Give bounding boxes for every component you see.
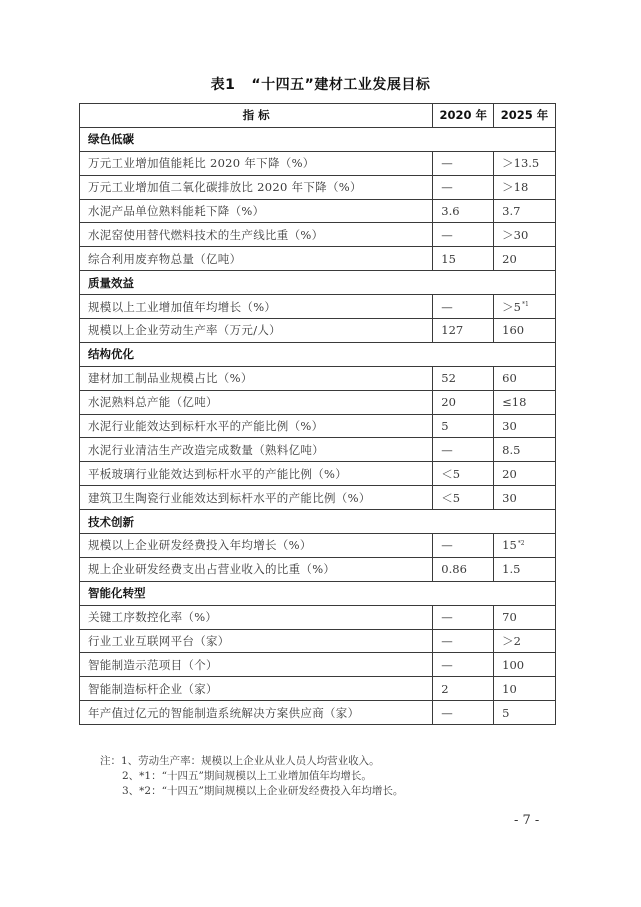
table-row	[80, 677, 556, 701]
value-2020-cell: —	[433, 629, 494, 653]
category-label: 结构优化	[80, 342, 556, 366]
value-2025-cell	[494, 653, 556, 677]
footnote-1: 注：1、劳动生产率：规模以上企业从业人员人均营业收入。	[100, 755, 380, 767]
value-2020-cell: —	[433, 223, 494, 247]
value-2020-cell: ＜5	[433, 462, 494, 486]
value-2025-cell	[494, 223, 556, 247]
indicator-cell: 智能制造示范项目（个）	[80, 653, 433, 677]
indicator-cell: 水泥行业能效达到标杆水平的产能比例（%）	[80, 414, 433, 438]
value-2025-cell	[494, 486, 556, 510]
indicator-cell: 万元工业增加值能耗比 2020 年下降（%）	[80, 151, 433, 175]
value-2025-text: ＞5	[502, 299, 521, 314]
table-row	[80, 319, 556, 343]
value-2025-cell	[494, 701, 556, 725]
value-2020-cell: —	[433, 438, 494, 462]
value-2025-text: 8.5	[502, 442, 521, 457]
value-2020-cell: 52	[433, 366, 494, 390]
table-row	[80, 247, 556, 271]
value-2025-cell	[494, 366, 556, 390]
value-2025-cell	[494, 605, 556, 629]
footnote-marker: *2	[517, 539, 525, 547]
value-2025-text: 60	[502, 371, 517, 386]
footnotes	[100, 754, 403, 799]
value-2025-cell	[494, 677, 556, 701]
table-row	[80, 414, 556, 438]
value-2025-cell	[494, 175, 556, 199]
value-2020-cell: 20	[433, 390, 494, 414]
value-2025-cell	[494, 629, 556, 653]
value-2025-cell	[494, 414, 556, 438]
category-row	[80, 342, 556, 366]
table-header-row	[80, 104, 556, 128]
value-2025-cell	[494, 438, 556, 462]
value-2025-cell	[494, 462, 556, 486]
indicator-cell: 关键工序数控化率（%）	[80, 605, 433, 629]
value-2025-text: 70	[502, 610, 517, 625]
table-row	[80, 534, 556, 558]
value-2025-cell	[494, 534, 556, 558]
category-label: 技术创新	[80, 510, 556, 534]
table-title	[0, 74, 641, 94]
value-2025-cell	[494, 247, 556, 271]
indicator-cell: 综合利用废弃物总量（亿吨）	[80, 247, 433, 271]
category-row	[80, 581, 556, 605]
value-2025-text: 15	[502, 538, 517, 553]
value-2020-cell: 127	[433, 319, 494, 343]
indicator-cell: 万元工业增加值二氧化碳排放比 2020 年下降（%）	[80, 175, 433, 199]
value-2020-cell: —	[433, 605, 494, 629]
table-row	[80, 701, 556, 725]
indicator-cell: 水泥窑使用替代燃料技术的生产线比重（%）	[80, 223, 433, 247]
table-row	[80, 199, 556, 223]
category-row	[80, 127, 556, 151]
value-2020-cell: 15	[433, 247, 494, 271]
value-2025-text: ＞13.5	[502, 156, 540, 171]
value-2025-text: 5	[502, 705, 510, 720]
category-label: 绿色低碳	[80, 127, 556, 151]
indicator-cell: 行业工业互联网平台（家）	[80, 629, 433, 653]
table-row	[80, 486, 556, 510]
value-2020-cell: 2	[433, 677, 494, 701]
header-2020: 2020 年	[433, 104, 494, 128]
value-2020-cell: —	[433, 701, 494, 725]
value-2025-text: 20	[502, 466, 517, 481]
page-number: - 7 -	[514, 813, 540, 828]
value-2025-cell	[494, 557, 556, 581]
value-2025-text: 10	[502, 681, 517, 696]
table-row	[80, 462, 556, 486]
value-2025-text: ≤18	[502, 395, 527, 410]
indicator-cell: 规模以上企业研发经费投入年均增长（%）	[80, 534, 433, 558]
table-row	[80, 557, 556, 581]
indicator-cell: 建筑卫生陶瓷行业能效达到标杆水平的产能比例（%）	[80, 486, 433, 510]
category-row	[80, 510, 556, 534]
table-row	[80, 390, 556, 414]
value-2025-text: 20	[502, 251, 517, 266]
value-2025-cell	[494, 199, 556, 223]
table-row	[80, 653, 556, 677]
development-goals-table	[79, 103, 556, 725]
value-2025-text: ＞30	[502, 227, 529, 242]
footnote-2: 2、*1：“十四五”期间规模以上工业增加值年均增长。	[122, 770, 372, 782]
indicator-cell: 水泥行业清洁生产改造完成数量（熟料亿吨）	[80, 438, 433, 462]
value-2020-cell: ＜5	[433, 486, 494, 510]
table-row	[80, 295, 556, 319]
value-2025-text: 3.7	[502, 204, 521, 218]
category-row	[80, 271, 556, 295]
indicator-cell: 智能制造标杆企业（家）	[80, 677, 433, 701]
indicator-cell: 水泥熟料总产能（亿吨）	[80, 390, 433, 414]
value-2020-cell: 0.86	[433, 557, 494, 581]
header-2025: 2025 年	[494, 104, 556, 128]
value-2025-cell	[494, 390, 556, 414]
category-label: 质量效益	[80, 271, 556, 295]
table-body	[80, 127, 556, 724]
value-2025-cell	[494, 319, 556, 343]
value-2020-cell: —	[433, 653, 494, 677]
value-2020-cell: —	[433, 175, 494, 199]
indicator-cell: 平板玻璃行业能效达到标杆水平的产能比例（%）	[80, 462, 433, 486]
table-row	[80, 223, 556, 247]
table-row	[80, 438, 556, 462]
table-row	[80, 605, 556, 629]
value-2020-cell: —	[433, 151, 494, 175]
value-2025-cell	[494, 295, 556, 319]
table-row	[80, 151, 556, 175]
indicator-cell: 规模以上企业劳动生产率（万元/人）	[80, 319, 433, 343]
table-row	[80, 175, 556, 199]
value-2020-cell: 5	[433, 414, 494, 438]
table-number: 表1	[210, 77, 236, 93]
table-title-text: “十四五”建材工业发展目标	[251, 77, 431, 93]
value-2025-text: 1.5	[502, 562, 521, 577]
value-2025-text: 30	[502, 419, 517, 434]
indicator-cell: 规模以上工业增加值年均增长（%）	[80, 295, 433, 319]
value-2025-text: 100	[502, 657, 525, 672]
indicator-cell: 建材加工制品业规模占比（%）	[80, 366, 433, 390]
indicator-cell: 水泥产品单位熟料能耗下降（%）	[80, 199, 433, 223]
indicator-cell: 年产值过亿元的智能制造系统解决方案供应商（家）	[80, 701, 433, 725]
value-2025-text: ＞2	[502, 634, 521, 649]
value-2025-text: 160	[502, 323, 525, 338]
category-label: 智能化转型	[80, 581, 556, 605]
value-2025-cell	[494, 151, 556, 175]
footnote-3: 3、*2：“十四五”期间规模以上企业研发经费投入年均增长。	[122, 785, 404, 797]
value-2020-cell: —	[433, 534, 494, 558]
header-indicator: 指 标	[80, 104, 433, 128]
table-row	[80, 366, 556, 390]
value-2025-text: ＞18	[502, 180, 529, 195]
indicator-cell: 规上企业研发经费支出占营业收入的比重（%）	[80, 557, 433, 581]
value-2020-cell: 3.6	[433, 199, 494, 223]
value-2020-cell: —	[433, 295, 494, 319]
footnote-marker: *1	[521, 300, 529, 308]
table-row	[80, 629, 556, 653]
value-2025-text: 30	[502, 490, 517, 505]
